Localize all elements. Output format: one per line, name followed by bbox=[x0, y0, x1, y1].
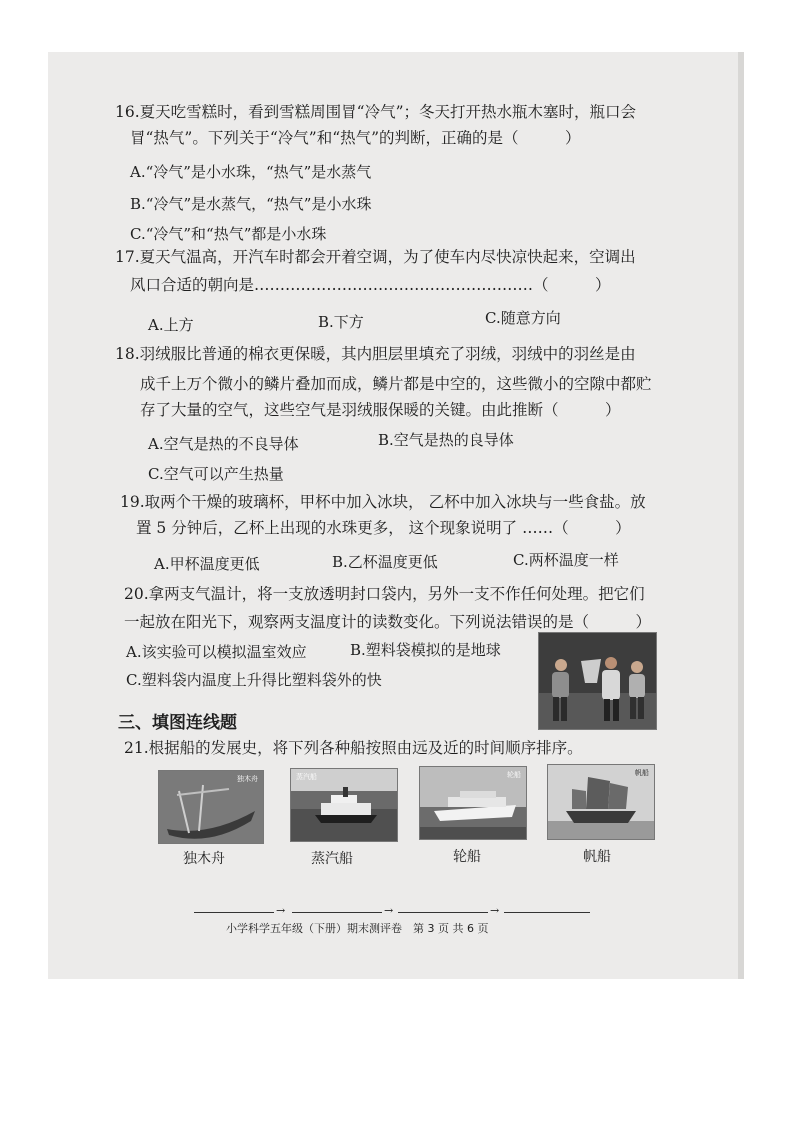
junk-sailboat-picture bbox=[547, 764, 655, 840]
answer-blank-1[interactable] bbox=[194, 912, 274, 913]
q20-option-c: C.塑料袋内温度上升得比塑料袋外的快 bbox=[126, 671, 382, 689]
q18-option-c: C.空气可以产生热量 bbox=[148, 465, 284, 483]
q19-line1: 19.取两个干燥的玻璃杯，甲杯中加入冰块， 乙杯中加入冰块与一些食盐。放 bbox=[120, 493, 646, 511]
q16-line1: 16.夏天吃雪糕时，看到雪糕周围冒“冷气”；冬天打开热水瓶木塞时，瓶口会 bbox=[115, 103, 637, 121]
caption-dugout-canoe: 独木舟 bbox=[183, 851, 225, 867]
dugout-canoe-tag: 独木舟 bbox=[237, 775, 258, 783]
cruise-ship-tag: 轮船 bbox=[507, 771, 521, 779]
cruise-ship-picture bbox=[419, 766, 527, 840]
q17-line2: 风口合适的朝向是………………………………………………（ ） bbox=[130, 276, 611, 294]
q18-option-a: A.空气是热的不良导体 bbox=[148, 435, 299, 453]
arrow-3: → bbox=[490, 904, 500, 917]
q18-line2: 成千上万个微小的鳞片叠加而成，鳞片都是中空的，这些微小的空隙中都贮 bbox=[140, 375, 652, 393]
page-footer: 小学科学五年级（下册）期末测评卷 第 3 页 共 6 页 bbox=[226, 922, 489, 935]
answer-blank-3[interactable] bbox=[398, 912, 488, 913]
arrow-2: → bbox=[384, 904, 394, 917]
caption-sailboat: 帆船 bbox=[583, 849, 611, 865]
adjacent-page-edge bbox=[738, 52, 744, 979]
answer-blank-2[interactable] bbox=[292, 912, 382, 913]
q18-line1: 18.羽绒服比普通的棉衣更保暖，其内胆层里填充了羽绒，羽绒中的羽丝是由 bbox=[115, 345, 636, 363]
q17-option-c: C.随意方向 bbox=[485, 309, 561, 327]
junk-sailboat-tag: 帆船 bbox=[635, 769, 649, 777]
q16-option-a: A.“冷气”是小水珠，“热气”是水蒸气 bbox=[130, 163, 372, 181]
q21-prompt: 21.根据船的发展史，将下列各种船按照由远及近的时间顺序排序。 bbox=[124, 739, 583, 757]
answer-blank-4[interactable] bbox=[504, 912, 590, 913]
q17-line1: 17.夏天气温高，开汽车时都会开着空调，为了使车内尽快凉快起来，空调出 bbox=[115, 248, 636, 266]
q19-option-c: C.两杯温度一样 bbox=[513, 551, 619, 569]
section-3-heading: 三、填图连线题 bbox=[118, 713, 237, 733]
caption-cruise-ship: 轮船 bbox=[453, 849, 481, 865]
caption-steamship: 蒸汽船 bbox=[311, 851, 353, 867]
q16-line2: 冒“热气”。下列关于“冷气”和“热气”的判断，正确的是（ ） bbox=[130, 129, 581, 147]
q16-option-b: B.“冷气”是水蒸气，“热气”是小水珠 bbox=[130, 195, 372, 213]
arrow-1: → bbox=[276, 904, 286, 917]
thermometer-experiment-photo bbox=[538, 632, 657, 730]
q20-option-b: B.塑料袋模拟的是地球 bbox=[350, 641, 501, 659]
q18-line3: 存了大量的空气，这些空气是羽绒服保暖的关键。由此推断（ ） bbox=[140, 401, 621, 419]
q17-option-a: A.上方 bbox=[148, 316, 194, 334]
q18-option-b: B.空气是热的良导体 bbox=[378, 431, 514, 449]
q19-line2: 置 5 分钟后，乙杯上出现的水珠更多， 这个现象说明了 ……（ ） bbox=[136, 519, 631, 537]
steamship-tag: 蒸汽船 bbox=[296, 773, 317, 781]
q16-option-c: C.“冷气”和“热气”都是小水珠 bbox=[130, 225, 327, 243]
exam-page bbox=[48, 52, 744, 979]
q20-line2: 一起放在阳光下，观察两支温度计的读数变化。下列说法错误的是（ ） bbox=[124, 613, 652, 631]
q19-option-b: B.乙杯温度更低 bbox=[332, 553, 438, 571]
q19-option-a: A.甲杯温度更低 bbox=[154, 555, 260, 573]
q17-option-b: B.下方 bbox=[318, 313, 364, 331]
q20-option-a: A.该实验可以模拟温室效应 bbox=[126, 643, 307, 661]
dugout-canoe-picture bbox=[158, 770, 264, 844]
q20-line1: 20.拿两支气温计，将一支放透明封口袋内，另外一支不作任何处理。把它们 bbox=[124, 585, 645, 603]
steamship-picture bbox=[290, 768, 398, 842]
